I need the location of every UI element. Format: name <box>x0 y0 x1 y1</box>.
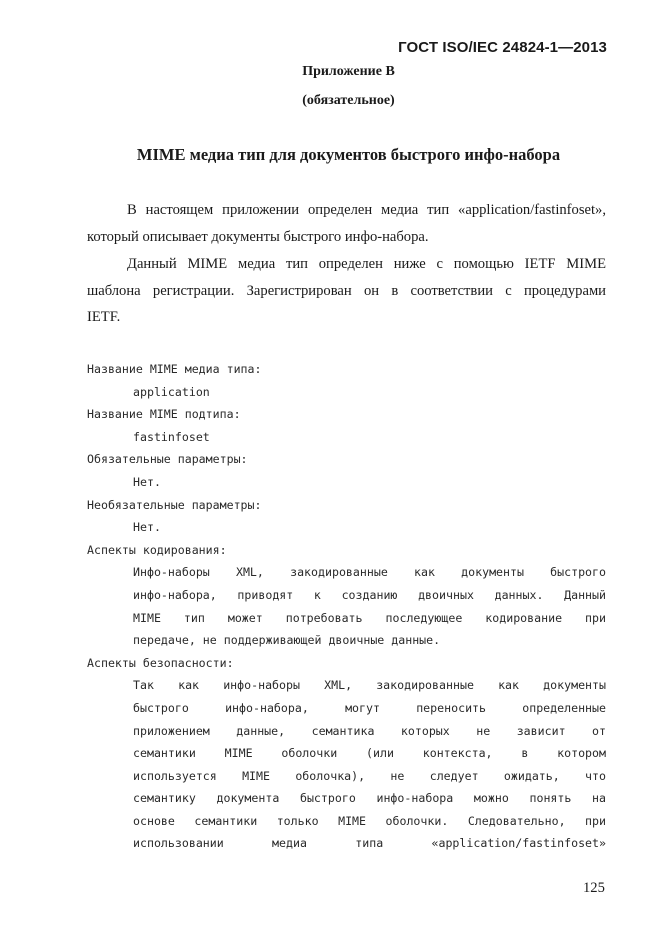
text-line: передаче, не поддерживающей двоичные данные. <box>133 633 441 648</box>
text-line: В настоящем приложении определен медиа тип «application/fastinfoset», <box>127 202 606 218</box>
page-number: 125 <box>583 880 605 896</box>
encoding-text <box>133 561 606 651</box>
encoding-label: Аспекты кодирования: <box>87 542 227 557</box>
text-line: семантику документа быстрого инфо-набора можно понять на <box>133 791 606 806</box>
intro-paragraph-1 <box>87 197 606 250</box>
text-line: инфо-набора, приводят к созданию двоичных данных. Данный <box>133 587 606 602</box>
text-line: шаблона регистрации. Зарегистрирован он в соответствии с процедурами <box>87 282 606 299</box>
intro-paragraph-2 <box>87 251 606 331</box>
required-params-label: Обязательные параметры: <box>87 452 248 467</box>
text-line: быстрого инфо-набора, могут переносить определенные <box>133 700 606 715</box>
text-line: основе семантики только MIME оболочки. Следовательно, при <box>133 813 606 828</box>
text-line: который описывает документы быстрого инфо-набора. <box>87 228 429 245</box>
subtype-value: fastinfoset <box>133 429 210 444</box>
security-label: Аспекты безопасности: <box>87 655 234 670</box>
text-line: использовании медиа типа «application/fastinfoset» <box>133 836 606 851</box>
standard-header: ГОСТ ISO/IEC 24824-1—2013 <box>398 39 607 56</box>
media-type-label: Название MIME медиа типа: <box>87 362 262 376</box>
optional-params-label: Необязательные параметры: <box>87 497 262 512</box>
text-line: Так как инфо-наборы XML, закодированные как документы <box>133 678 606 693</box>
text-line: семантики MIME оболочки (или контекста, в котором <box>133 746 606 761</box>
registration-template <box>87 358 606 855</box>
required-params-value: Нет. <box>133 474 161 489</box>
appendix-label: Приложение В <box>302 64 395 79</box>
text-line: IETF. <box>87 309 121 325</box>
text-line: используется MIME оболочка), не следует ожидать, что <box>133 768 606 783</box>
security-text <box>133 674 606 855</box>
text-line: MIME тип может потребовать последующее кодирование при <box>133 610 606 625</box>
text-line: Инфо-наборы XML, закодированные как документы быстрого <box>133 565 606 580</box>
appendix-status: (обязательное) <box>302 93 395 108</box>
section-title: MIME медиа тип для документов быстрого инфо-набора <box>136 145 561 164</box>
text-line: приложением данные, семантика которых не зависит от <box>133 723 606 738</box>
subtype-label: Название MIME подтипа: <box>87 407 241 422</box>
optional-params-value: Нет. <box>133 520 161 535</box>
media-type-value: application <box>133 384 210 399</box>
text-line: Данный MIME медиа тип определен ниже с помощью IETF MIME <box>127 256 606 272</box>
